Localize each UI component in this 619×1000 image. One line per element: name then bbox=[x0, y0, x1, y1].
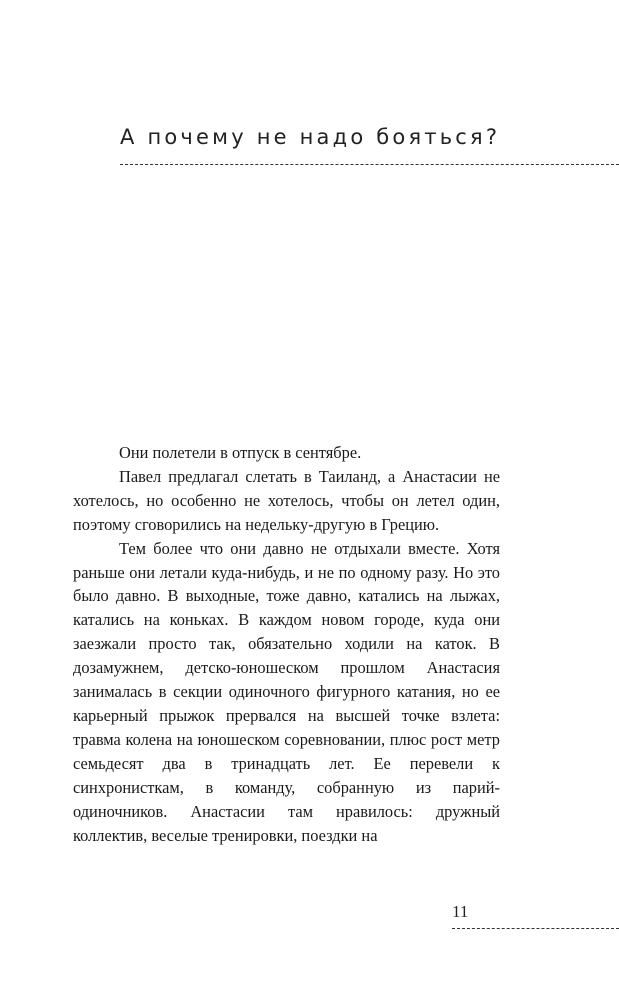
footer-dashed-rule bbox=[452, 928, 619, 929]
paragraph-2: Павел предлагал слетать в Таиланд, а Анастасии не хотелось, но особенно не хотелось, чтобы он летел один, поэтому сговорились на недельку-другую в Грецию. bbox=[73, 466, 500, 534]
page-number: 11 bbox=[452, 902, 469, 921]
body-text bbox=[73, 441, 500, 847]
paragraph-3: Тем более что они давно не отдыхали вместе. Хотя раньше они летали куда-нибудь, и не по одному разу. Но это было давно. В выходные, тоже давно, катались на лыжах, катались на коньках. В каждом новом городе, куда они заезжали просто так, обязательно ходили на каток. В дозамужнем, детско-юношеском прошлом Анастасия занималась в секции одиночного фигурного катания, но ее карьерный прыжок прервался на высшей точке взлета: травма колена на юношеском соревновании, плюс рост метр семьдесят два в тринадцать лет. Ее перевели к синхронисткам, в команду, собранную из парий-одиночников. Анастасии там нравилось: дружный коллектив, веселые тренировки, поездки на bbox=[73, 538, 500, 845]
title-dashed-rule bbox=[120, 164, 619, 165]
paragraph-1: Они полетели в отпуск в сентябре. bbox=[119, 443, 362, 462]
chapter-title: А почему не надо бояться? bbox=[120, 125, 501, 149]
